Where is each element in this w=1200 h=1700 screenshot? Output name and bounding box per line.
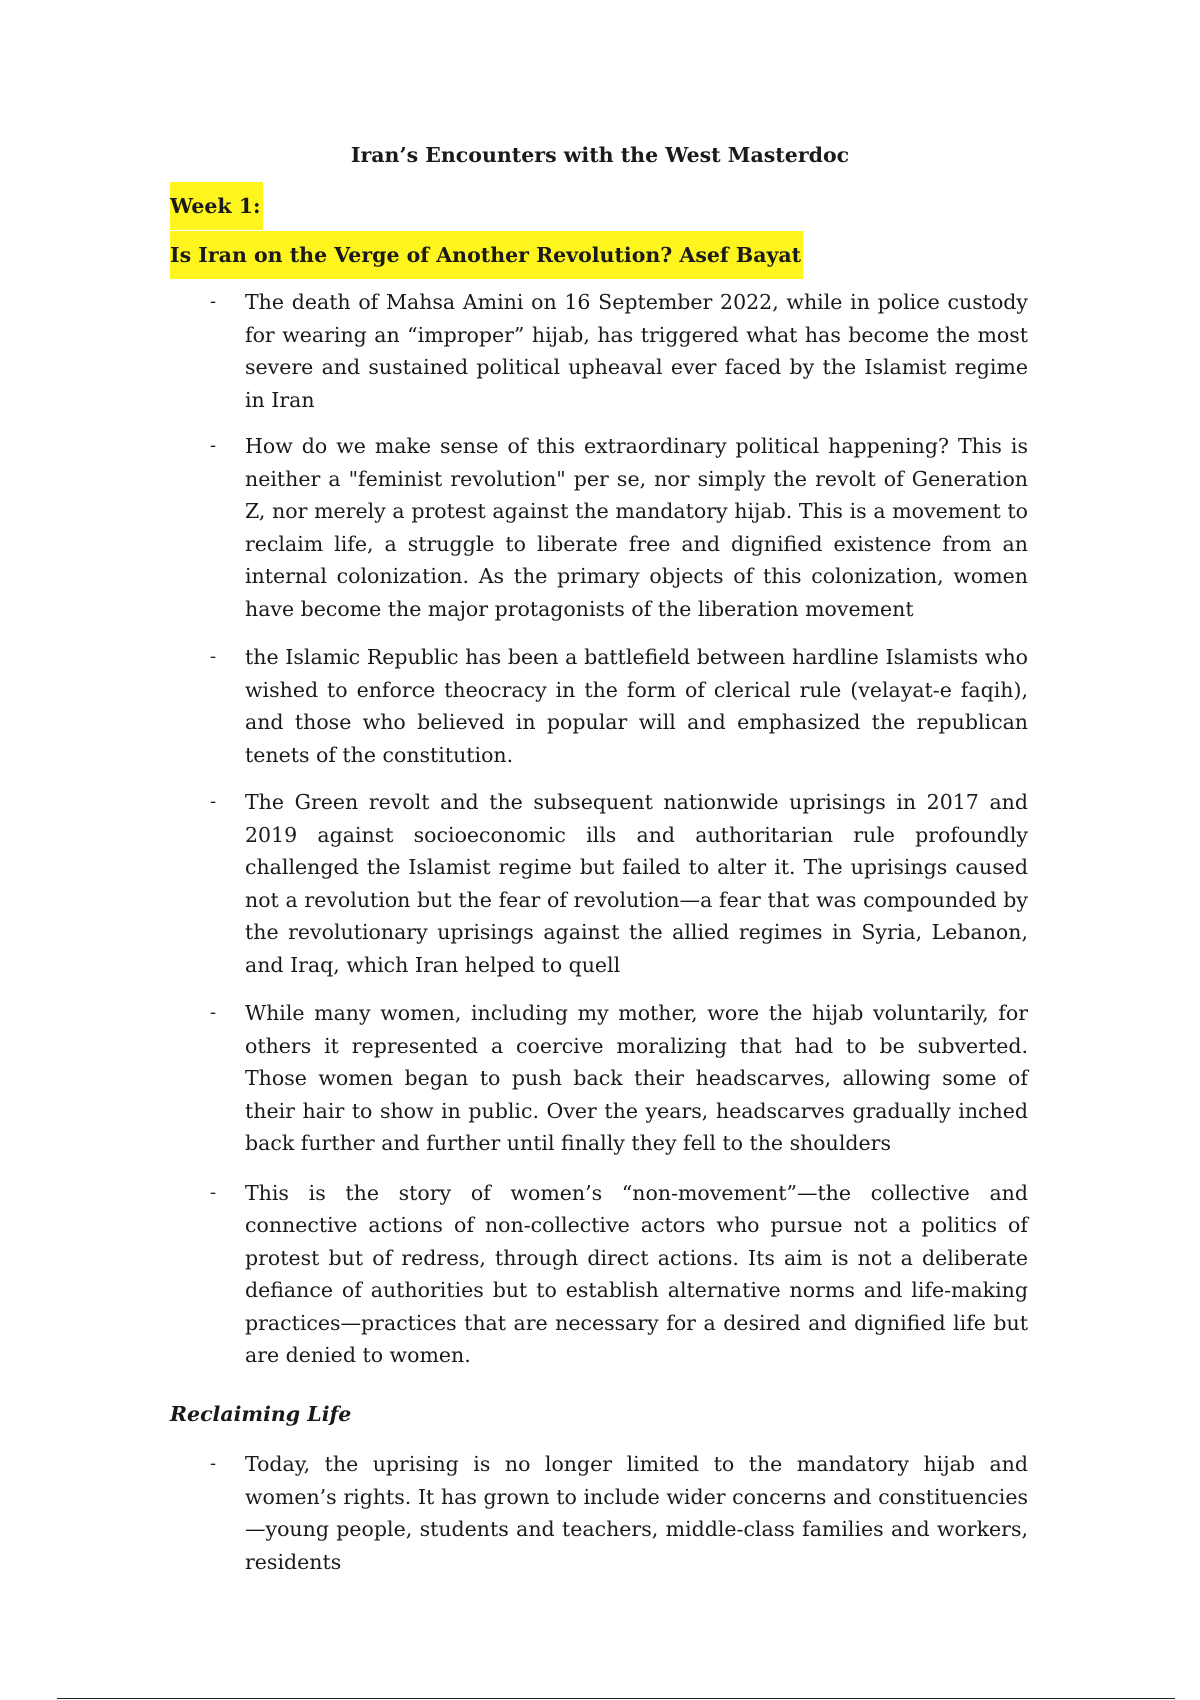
bullet-text: The death of Mahsa Amini on 16 September 2022, while in police custody for wearing an “improper” hijab, has triggered what has become the most severe and sustained political upheaval ever faced by the Islamist regime in Iran bbox=[245, 290, 1028, 412]
bullet-text: This is the story of women’s “non-movement”—the collective and connective actions of non-collective actors who pursue not a politics of protest but of redress, through direct actions. Its aim is not a deliberate defiance of authorities but to establish alternative norms and life-making practices—practices that are necessary for a desired and dignified life but are denied to women. bbox=[245, 1180, 1028, 1367]
bullet-text: Today, the uprising is no longer limited to the mandatory hijab and women’s rights. It has grown to include wider concerns and constituencies—young people, students and teachers, middle-class families and workers, residents bbox=[245, 1452, 1028, 1574]
article-title: Is Iran on the Verge of Another Revolution? Asef Bayat bbox=[170, 231, 803, 279]
bullet-marker: - bbox=[210, 646, 217, 667]
list-item bbox=[0, 430, 1200, 625]
bullet-text: How do we make sense of this extraordinary political happening? This is neither a "feminist revolution" per se, nor simply the revolt of Generation Z, nor merely a protest against the mandatory hijab. This is a movement to reclaim life, a struggle to liberate free and dignified existence from an internal colonization. As the primary objects of this colonization, women have become the major protagonists of the liberation movement bbox=[245, 434, 1028, 621]
bullet-text: The Green revolt and the subsequent nationwide uprisings in 2017 and 2019 against socioeconomic ills and authoritarian rule profoundly challenged the Islamist regime but failed to alter it. The uprisings caused not a revolution but the fear of revolution—a fear that was compounded by the revolutionary uprisings against the allied regimes in Syria, Lebanon, and Iraq, which Iran helped to quell bbox=[245, 790, 1028, 977]
list-item bbox=[0, 1177, 1200, 1372]
page-bottom-rule bbox=[57, 1698, 1175, 1699]
bullet-text: While many women, including my mother, wore the hijab voluntarily, for others it represented a coercive moralizing that had to be subverted. Those women began to push back their headscarves, allowing some of their hair to show in public. Over the years, headscarves gradually inched back further and further until finally they fell to the shoulders bbox=[245, 1001, 1028, 1155]
list-item bbox=[0, 997, 1200, 1160]
bullet-marker: - bbox=[210, 1453, 217, 1474]
list-item bbox=[0, 286, 1200, 416]
list-item bbox=[0, 786, 1200, 981]
section-bullet-list bbox=[0, 1448, 1200, 1578]
bullet-marker: - bbox=[210, 1002, 217, 1023]
bullet-marker: - bbox=[210, 291, 217, 312]
bullet-marker: - bbox=[210, 1181, 217, 1203]
bullet-marker: - bbox=[210, 791, 217, 812]
section-heading: Reclaiming Life bbox=[170, 1402, 352, 1426]
bullet-text: the Islamic Republic has been a battlefield between hardline Islamists who wished to enforce theocracy in the form of clerical rule (velayat-e faqih), and those who believed in popular will and emphasized the republican tenets of the constitution. bbox=[245, 645, 1028, 767]
document-title: Iran’s Encounters with the West Masterdoc bbox=[350, 143, 850, 167]
week-label: Week 1: bbox=[170, 182, 263, 230]
list-item bbox=[0, 1448, 1200, 1578]
bullet-list bbox=[0, 286, 1200, 1372]
bullet-marker: - bbox=[210, 435, 217, 456]
list-item bbox=[0, 641, 1200, 771]
